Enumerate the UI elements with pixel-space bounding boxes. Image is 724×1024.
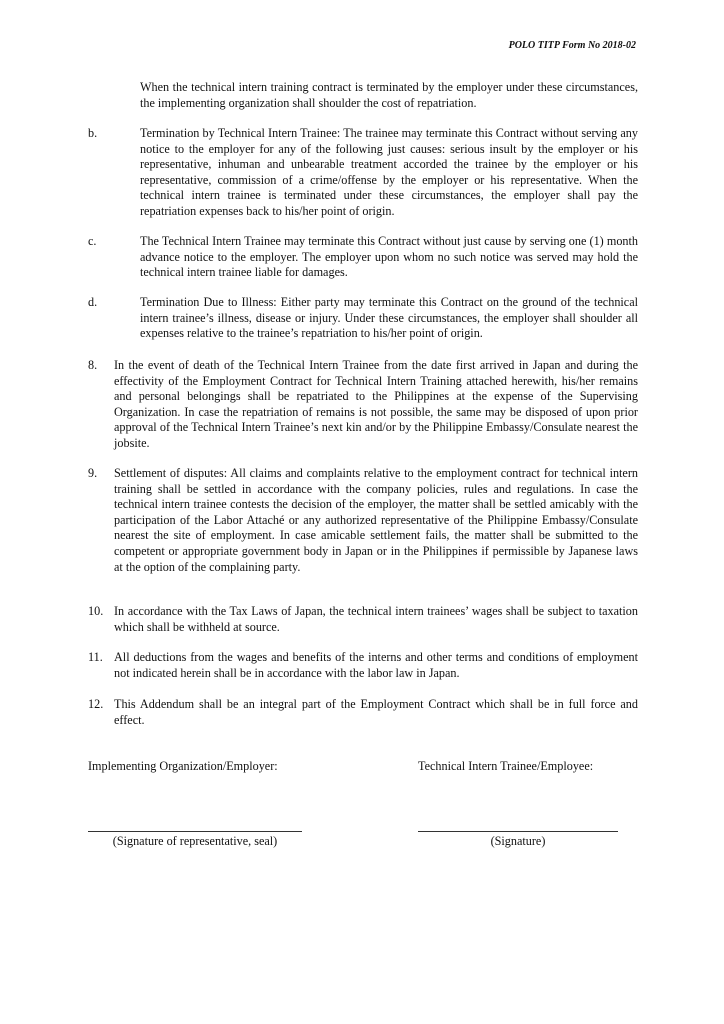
section-label: 10. — [88, 604, 104, 618]
section-text: This Addendum shall be an integral part of the Employment Contract which shall be in full force and effect. — [114, 697, 638, 727]
clause-label: b. — [88, 126, 98, 140]
section-8 — [88, 358, 638, 452]
section-label: 9. — [88, 466, 98, 480]
employer-signature-label: Implementing Organization/Employer: — [88, 759, 278, 773]
section-9 — [88, 466, 638, 575]
intro-paragraph — [140, 80, 638, 111]
section-12 — [88, 697, 638, 728]
section-text: In accordance with the Tax Laws of Japan, the technical intern trainees’ wages shall be subject to taxation which shall be withheld at source. — [114, 604, 638, 634]
section-text: All deductions from the wages and benefits of the interns and other terms and conditions of employment not indicated herein shall be in accordance with the labor law in Japan. — [114, 650, 638, 680]
trainee-signature-line — [418, 831, 618, 832]
clause-label: c. — [88, 234, 97, 248]
employer-signature-caption: (Signature of representative, seal) — [112, 834, 278, 848]
clause-d — [88, 295, 638, 342]
section-text: In the event of death of the Technical Intern Trainee from the date first arrived in Japan and during the effectivity of the Employment Contract for Technical Intern Training attached herewith, his/her remains and personal belongings shall be repatriated to the Philippines at the expense of the Supervising Organization. In case the repatriation of remains is not possible, the same may be disposed of upon prior approval of the Technical Intern Trainee’s next kin and/or by the Philippine Embassy/Consulate nearest the jobsite. — [114, 358, 638, 450]
section-text: Settlement of disputes: All claims and complaints relative to the employment contract for technical intern training shall be settled in accordance with the company policies, rules and regulations. In case the technical intern trainee contests the decision of the employer, the matter shall be settled amicably with the participation of the Labor Attaché or any authorized representative of the Philippine Embassy/Consulate nearest the site of employment. In case amicable settlement fails, the matter shall be submitted to the competent or appropriate government body in Japan or in the Philippines if permissible by Japanese laws at the option of the complaining party. — [114, 466, 638, 574]
section-10 — [88, 604, 638, 635]
employer-signature-line — [88, 831, 302, 832]
trainee-signature-label: Technical Intern Trainee/Employee: — [418, 759, 594, 773]
clause-text: The Technical Intern Trainee may terminate this Contract without just cause by serving one (1) month advance notice to the employer. The employer upon whom no such notice was served may hold the technical intern trainee liable for damages. — [140, 234, 638, 280]
intro-text: When the technical intern training contract is terminated by the employer under these circumstances, the implementing organization shall shoulder the cost of repatriation. — [140, 80, 638, 110]
trainee-signature-caption: (Signature) — [490, 834, 546, 848]
section-label: 11. — [88, 650, 103, 664]
form-number: POLO TITP Form No 2018-02 — [508, 40, 636, 51]
section-label: 12. — [88, 697, 104, 711]
clause-b — [88, 126, 638, 220]
section-11 — [88, 650, 638, 681]
clause-c — [88, 234, 638, 281]
clause-text: Termination by Technical Intern Trainee: The trainee may terminate this Contract without serving any notice to the employer for any of the following just causes: serious insult by the employer or his representative, inhuman and unbearable treatment accorded the trainee by the employer or his representative, commission of a crime/offense by the employer or his representative. When the technical intern trainee is terminated under these circumstances, the employer shall pay the repatriation expenses back to his/her point of origin. — [140, 126, 638, 218]
section-label: 8. — [88, 358, 98, 372]
clause-label: d. — [88, 295, 98, 309]
clause-text: Termination Due to Illness: Either party may terminate this Contract on the ground of the technical intern trainee’s illness, disease or injury. Under these circumstances, the employer shall shoulder all expenses relative to the trainee’s repatriation to his/her point of origin. — [140, 295, 638, 341]
